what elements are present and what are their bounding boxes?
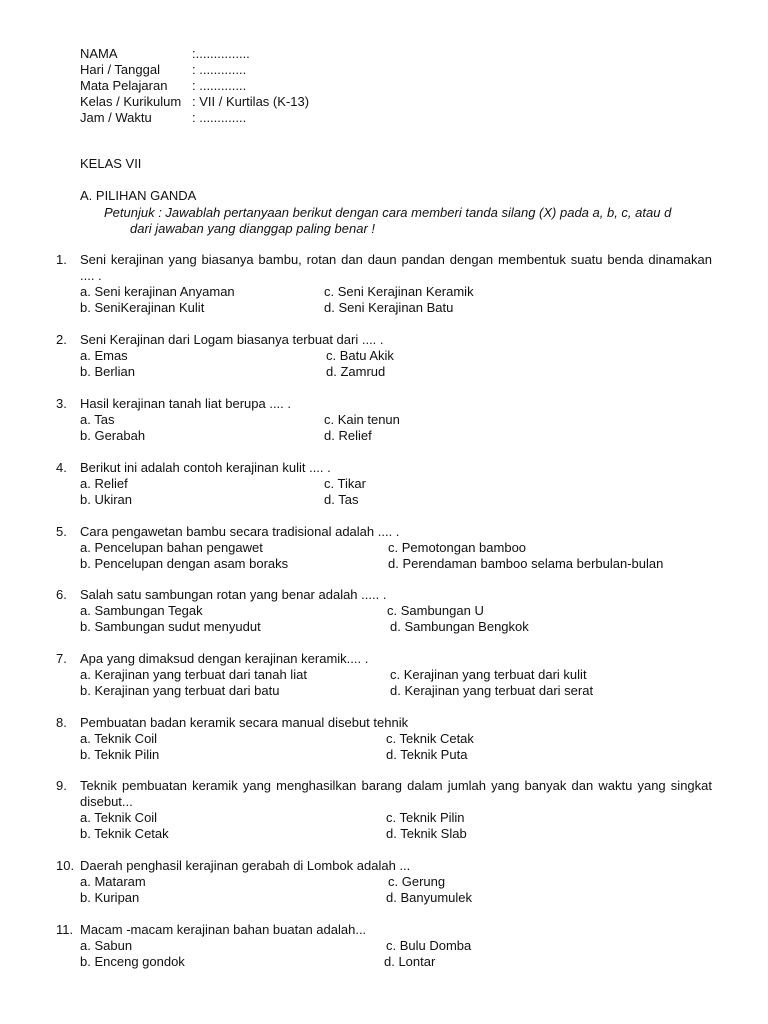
option-d: d. Teknik Puta — [386, 747, 468, 762]
option-c: c. Sambungan U — [387, 603, 484, 618]
question-text: Daerah penghasil kerajinan gerabah di Lombok adalah ... — [80, 858, 411, 873]
option-c: c. Teknik Pilin — [386, 810, 465, 825]
option-d: d. Lontar — [384, 954, 436, 969]
option-c: c. Gerung — [388, 874, 446, 889]
option-d: d. Sambungan Bengkok — [390, 619, 529, 634]
option-a: a. Pencelupan bahan pengawet — [80, 540, 263, 555]
question-number: 2. — [56, 332, 67, 347]
header-row-nama — [80, 46, 309, 62]
option-c: c. Tikar — [324, 476, 366, 491]
header-row-kelas-kurikulum — [80, 94, 309, 110]
option-c: c. Bulu Domba — [386, 938, 472, 953]
option-c: c. Teknik Cetak — [386, 731, 474, 746]
question-1 — [56, 252, 712, 316]
option-a: a. Tas — [80, 412, 115, 427]
header-value: : ............. — [192, 62, 247, 77]
question-4 — [56, 460, 712, 508]
question-text: Macam -macam kerajinan bahan buatan adalah... — [80, 922, 367, 937]
header-row-hari-tanggal — [80, 62, 309, 78]
question-number: 10. — [56, 858, 75, 873]
question-number: 4. — [56, 460, 67, 475]
option-d: d. Zamrud — [326, 364, 386, 379]
option-c: c. Kerajinan yang terbuat dari kulit — [390, 667, 587, 682]
question-5 — [56, 524, 712, 572]
option-b: b. Kuripan — [80, 890, 140, 905]
class-title: KELAS VII — [80, 156, 142, 171]
option-d: d. Teknik Slab — [386, 826, 467, 841]
question-number: 1. — [56, 252, 67, 267]
header-label: Hari / Tanggal — [80, 62, 160, 77]
option-a: a. Teknik Coil — [80, 810, 158, 825]
question-text: Seni Kerajinan dari Logam biasanya terbuat dari .... . — [80, 332, 384, 347]
question-3 — [56, 396, 712, 444]
header-row-mata-pelajaran — [80, 78, 309, 94]
section-title: A. PILIHAN GANDA — [80, 188, 197, 203]
question-10 — [56, 858, 712, 906]
question-number: 8. — [56, 715, 67, 730]
option-d: d. Kerajinan yang terbuat dari serat — [390, 683, 594, 698]
option-d: d. Perendaman bamboo selama berbulan-bulan — [388, 556, 664, 571]
option-a: a. Relief — [80, 476, 128, 491]
question-number: 3. — [56, 396, 67, 411]
option-a: a. Sabun — [80, 938, 133, 953]
question-text: Hasil kerajinan tanah liat berupa .... . — [80, 396, 292, 411]
header-value: : ............. — [192, 78, 247, 93]
question-11 — [56, 922, 712, 970]
instructions-line: Petunjuk : Jawablah pertanyaan berikut dengan cara memberi tanda silang (X) pada a, b, c, atau d — [104, 205, 672, 220]
question-number: 9. — [56, 778, 67, 793]
option-d: d. Relief — [324, 428, 372, 443]
question-text: Salah satu sambungan rotan yang benar adalah ..... . — [80, 587, 387, 602]
question-number: 11. — [56, 922, 74, 937]
question-6 — [56, 587, 712, 635]
option-b: b. Teknik Cetak — [80, 826, 169, 841]
question-text: Cara pengawetan bambu secara tradisional adalah .... . — [80, 524, 400, 539]
header-label: Mata Pelajaran — [80, 78, 168, 93]
question-number: 5. — [56, 524, 67, 539]
option-a: a. Sambungan Tegak — [80, 603, 203, 618]
question-text: Teknik pembuatan keramik yang menghasilkan barang dalam jumlah yang banyak dan waktu yang singkat disebut... — [80, 778, 712, 809]
option-a: a. Kerajinan yang terbuat dari tanah liat — [80, 667, 307, 682]
option-b: b. Ukiran — [80, 492, 133, 507]
header-label: Jam / Waktu — [80, 110, 152, 125]
student-info-header — [80, 46, 309, 126]
header-row-jam-waktu — [80, 110, 309, 126]
header-label: Kelas / Kurikulum — [80, 94, 182, 109]
option-b: b. Kerajinan yang terbuat dari batu — [80, 683, 280, 698]
question-text: Apa yang dimaksud dengan kerajinan keramik.... . — [80, 651, 369, 666]
option-b: b. SeniKerajinan Kulit — [80, 300, 205, 315]
option-b: b. Sambungan sudut menyudut — [80, 619, 261, 634]
question-text: Pembuatan badan keramik secara manual disebut tehnik — [80, 715, 409, 730]
question-number: 7. — [56, 651, 67, 666]
option-a: a. Teknik Coil — [80, 731, 158, 746]
question-text: Seni kerajinan yang biasanya bambu, rotan dan daun pandan dengan membentuk suatu benda dinamakan .... . — [80, 252, 712, 283]
option-c: c. Kain tenun — [324, 412, 400, 427]
option-a: a. Mataram — [80, 874, 146, 889]
option-c: c. Batu Akik — [326, 348, 394, 363]
header-value: : ............. — [192, 110, 247, 125]
header-value: :............... — [192, 46, 250, 61]
option-b: b. Berlian — [80, 364, 135, 379]
header-value: : VII / Kurtilas (K-13) — [192, 94, 310, 109]
question-7 — [56, 651, 712, 699]
question-9 — [56, 778, 712, 842]
option-a: a. Seni kerajinan Anyaman — [80, 284, 235, 299]
question-8 — [56, 715, 712, 763]
question-text: Berikut ini adalah contoh kerajinan kulit .... . — [80, 460, 331, 475]
option-d: d. Banyumulek — [386, 890, 472, 905]
option-b: b. Pencelupan dengan asam boraks — [80, 556, 289, 571]
option-b: b. Gerabah — [80, 428, 146, 443]
instructions — [104, 205, 724, 237]
option-b: b. Teknik Pilin — [80, 747, 160, 762]
option-b: b. Enceng gondok — [80, 954, 185, 969]
option-a: a. Emas — [80, 348, 128, 363]
header-label: NAMA — [80, 46, 118, 61]
option-d: d. Seni Kerajinan Batu — [324, 300, 454, 315]
option-d: d. Tas — [324, 492, 359, 507]
question-2 — [56, 332, 712, 380]
option-c: c. Pemotongan bamboo — [388, 540, 527, 555]
question-number: 6. — [56, 587, 67, 602]
option-c: c. Seni Kerajinan Keramik — [324, 284, 474, 299]
instructions-line: dari jawaban yang dianggap paling benar ! — [130, 221, 376, 236]
